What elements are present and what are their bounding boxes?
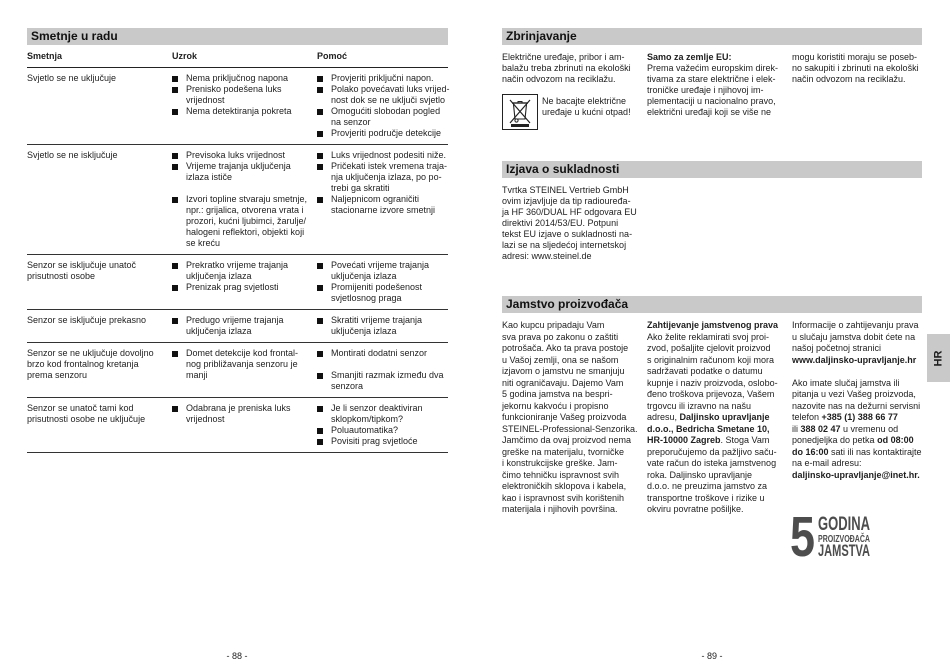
text-line: kupnje i naziv proizvoda, oslobo-	[647, 377, 778, 388]
text-run: . Stoga Vam	[720, 435, 770, 446]
text-line	[792, 447, 922, 459]
bullet-text	[331, 403, 448, 425]
text-line: Senzor se unatoč tami kod	[27, 403, 134, 413]
text-line: Naljepnicom ograničiti	[331, 194, 420, 204]
bullet-item	[317, 348, 448, 359]
text-line: prisutnosti osobe ne uključuje	[27, 414, 146, 424]
text-line: u slučaju jamstva dobit ćete na	[792, 331, 916, 342]
bullet-square-icon	[172, 285, 178, 291]
warranty-text-col2	[647, 320, 778, 516]
bullet-item	[317, 436, 448, 447]
text-line	[647, 424, 778, 436]
table-row	[27, 255, 448, 310]
text-line: Provjeriti priključni napon.	[331, 73, 434, 83]
bullet-text	[331, 150, 448, 161]
bullet-item	[317, 370, 448, 392]
text-line: transportne troškove i rizike u	[647, 492, 765, 503]
text-line: se kreću	[186, 238, 221, 248]
text-line: troničke uređaje i njihovoj im-	[647, 84, 764, 95]
problem-cell	[27, 315, 172, 337]
text-line: roka. Daljinsko upravljanje	[647, 469, 753, 480]
text-line: potrošača. Ako ta prava postoje	[502, 343, 629, 354]
text-line: vate račun do isteka jamstvenog	[647, 458, 777, 469]
bullet-text	[186, 150, 317, 161]
text-line: Svjetlo se ne uključuje	[27, 73, 117, 83]
text-line	[792, 470, 922, 482]
bold-text-run: od 08:00	[877, 435, 914, 446]
text-line: no sakupiti i zbrinuti na ekološki	[792, 62, 919, 73]
text-line: trgovcu ili izravno na našu	[647, 400, 752, 411]
remedy-cell	[317, 150, 448, 249]
text-line: Prenisko podešena luks	[186, 84, 282, 94]
text-line: i konstrukcijske greške. Jam-	[502, 458, 618, 469]
bold-text-run: 388 02 47	[800, 423, 841, 434]
text-line: Montirati dodatni senzor	[331, 348, 428, 358]
bullet-text	[331, 282, 448, 304]
problem-cell	[27, 260, 172, 304]
text-line: uključenja izlaza	[186, 326, 252, 336]
text-line: Pričekati istek vremena traja-	[331, 161, 448, 171]
remedy-cell	[317, 73, 448, 139]
bullet-item	[172, 315, 317, 337]
cause-cell	[172, 348, 317, 392]
text-line: način odvozom na reciklažu.	[502, 73, 616, 84]
bullet-item	[172, 348, 317, 381]
text-line: prema senzoru	[27, 370, 88, 380]
bullet-item	[172, 106, 317, 117]
text-line: sklopkom/tipkom?	[331, 414, 404, 424]
problem-cell	[27, 348, 172, 392]
text-line: sva prava po zakonu o zaštiti	[502, 331, 619, 342]
problem-cell	[27, 150, 172, 249]
bullet-text	[186, 84, 317, 106]
bullet-text	[186, 106, 317, 117]
bullet-square-icon	[317, 373, 323, 379]
text-line: ovim izjavljuje da tip radiouređa-	[502, 195, 631, 206]
bullet-square-icon	[172, 87, 178, 93]
text-line: balažu treba zbrinuti na ekološki	[502, 62, 631, 73]
bullet-text	[331, 73, 448, 84]
text-line: Senzor se isključuje prekasno	[27, 315, 147, 325]
text-line: našoj početnoj stranici	[792, 343, 882, 354]
text-line: nja uključenja izlaza, po po-	[331, 172, 442, 182]
bullet-text	[186, 348, 317, 381]
text-line: na senzor	[331, 117, 371, 127]
text-line: greške na materijalu, tvorničke	[502, 446, 625, 457]
text-line: Prenizak prag svjetlosti	[186, 282, 279, 292]
text-run: sati ili nas kontaktirajte	[828, 446, 922, 457]
remedy-cell	[317, 260, 448, 304]
disposal-text-col1	[502, 52, 631, 85]
text-line: Previsoka luks vrijednost	[186, 150, 286, 160]
text-line	[647, 435, 778, 447]
cause-cell	[172, 260, 317, 304]
text-line: Predugo vrijeme trajanja	[186, 315, 284, 325]
bullet-item	[172, 84, 317, 106]
bold-text-run: do 16:00	[792, 446, 829, 457]
text-line: lazi se na sljedećoj internetskoj	[502, 239, 627, 250]
bullet-square-icon	[317, 351, 323, 357]
text-line: Je li senzor deaktiviran	[331, 403, 423, 413]
bullet-item	[317, 282, 448, 304]
text-line: manji	[186, 370, 208, 380]
bullet-square-icon	[317, 439, 323, 445]
bullet-text	[186, 282, 317, 293]
text-line: plementaciji u nacionalno pravo,	[647, 95, 776, 106]
text-line: Prema važećim europskim direk-	[647, 62, 779, 73]
bullet-square-icon	[317, 76, 323, 82]
text-line: okviru povratne pošiljke.	[647, 504, 744, 515]
text-line	[792, 424, 922, 436]
text-line: tekst EU izjave o sukladnosti na-	[502, 228, 633, 239]
text-line: s originalnim računom koji mora	[647, 354, 775, 365]
disposal-text-col3	[792, 52, 919, 85]
text-line: Provjeriti područje detekcije	[331, 128, 442, 138]
bullet-square-icon	[172, 197, 178, 203]
text-line: Omogućiti slobodan pogled	[331, 106, 441, 116]
remedy-cell	[317, 403, 448, 447]
text-line: stacionarne izvore smetnji	[331, 205, 436, 215]
text-line: Senzor se isključuje unatoč	[27, 260, 137, 270]
bullet-text	[186, 315, 317, 337]
bullet-square-icon	[317, 131, 323, 137]
bold-text-run: Samo za zemlje EU:	[647, 51, 732, 62]
table-row	[27, 68, 448, 145]
bullet-text	[186, 260, 317, 282]
bullet-square-icon	[317, 406, 323, 412]
text-line: izlaza ističe	[186, 172, 233, 182]
text-line: u Vašoj zemlji, ona se našom	[502, 354, 619, 365]
text-line: sadržavati podatke o datumu	[647, 366, 763, 377]
section-title-troubleshooting: Smetnje u radu	[27, 28, 448, 45]
bullet-item	[172, 150, 317, 161]
bullet-square-icon	[172, 153, 178, 159]
bullet-square-icon	[172, 109, 178, 115]
bullet-item	[317, 260, 448, 282]
text-line: kao i ispravnost svih korištenih	[502, 492, 625, 503]
text-line: Prekratko vrijeme trajanja	[186, 260, 289, 270]
bullet-square-icon	[317, 164, 323, 170]
text-line: Ako imate slučaj jamstva ili	[792, 377, 900, 388]
text-line: prozori, kućni ljubimci, žarulje/	[186, 216, 307, 226]
bullet-square-icon	[317, 87, 323, 93]
text-line: jekornu kakvoću i propisno	[502, 400, 609, 411]
bullet-text	[331, 84, 448, 106]
bullet-text	[331, 128, 448, 139]
bullet-square-icon	[317, 285, 323, 291]
logo-line3: JAMSTVA	[818, 542, 871, 560]
language-tab-label: HR	[931, 350, 944, 366]
text-line: ja HF 360/DUAL HF odgovara EU	[502, 206, 637, 217]
bold-text-run: Daljinsko upravljanje	[679, 412, 770, 423]
bullet-square-icon	[317, 109, 323, 115]
bullet-item	[172, 403, 317, 425]
text-line: npr.: grijalica, otvorena vrata i	[186, 205, 304, 215]
problem-cell	[27, 73, 172, 139]
text-line: brzo kod frontalnog kretanja	[27, 359, 139, 369]
troubleshooting-table	[27, 51, 448, 453]
text-line: Izvori topline stvaraju smetnje,	[186, 194, 308, 204]
table-row	[27, 398, 448, 453]
bullet-item	[172, 282, 317, 293]
text-line: preporučujemo da pažljivo saču-	[647, 446, 777, 457]
text-line: 5 godina jamstva na bespri-	[502, 389, 613, 400]
bullet-item	[317, 403, 448, 425]
text-line: uređaje u kućni otpad!	[542, 106, 631, 117]
bold-text-run: +385 (1) 388 66 77	[821, 412, 898, 423]
bullet-item	[317, 150, 448, 161]
logo-line2: PROIZVOĐAČA	[818, 533, 896, 545]
bullet-item	[317, 315, 448, 337]
bullet-text	[331, 194, 448, 216]
text-line: funkcioniranje Vašeg proizvoda	[502, 412, 627, 423]
text-line: Odabrana je preniska luks	[186, 403, 291, 413]
text-line: Nema priključnog napona	[186, 73, 289, 83]
bullet-square-icon	[172, 318, 178, 324]
text-line: Električne uređaje, pribor i am-	[502, 51, 625, 62]
bullet-square-icon	[172, 164, 178, 170]
text-line: halogeni reflektori, objekti koji	[186, 227, 305, 237]
text-line: mogu koristiti moraju se poseb-	[792, 51, 918, 62]
text-line: direktivi 2014/53/EU. Potpuni	[502, 217, 619, 228]
text-line	[792, 412, 922, 424]
crossed-out-bin-icon	[502, 94, 538, 130]
column-header-remedy: Pomoć	[317, 51, 348, 61]
bold-text-run: www.daljinsko-upravljanje.hr	[792, 354, 917, 365]
text-line: Domet detekcije kod frontal-	[186, 348, 299, 358]
text-line: Jamčimo da ovaj proizvod nema	[502, 435, 632, 446]
warranty-text-col3-para2	[792, 378, 922, 482]
text-line: Ako želite reklamirati svoj proi-	[647, 331, 770, 342]
language-tab	[927, 334, 950, 382]
bullet-text	[331, 315, 448, 337]
declaration-text	[502, 185, 637, 262]
text-line: Polako povećavati luks vrijed-	[331, 84, 450, 94]
section-title-disposal: Zbrinjavanje	[502, 28, 922, 45]
text-line: Smanjiti razmak između dva	[331, 370, 444, 380]
bullet-text	[331, 348, 448, 359]
bold-text-run: Zahtijevanje jamstvenog prava	[647, 320, 779, 331]
warranty-logo	[788, 505, 896, 569]
cause-cell	[172, 150, 317, 249]
cause-cell	[172, 73, 317, 139]
bold-text-run: HR-10000 Zagreb	[647, 435, 721, 446]
text-run: adresu,	[647, 412, 680, 423]
text-line: adresi: www.steinel.de	[502, 250, 592, 261]
bullet-item	[172, 194, 317, 249]
text-line: vrijednost	[186, 95, 225, 105]
bullet-square-icon	[317, 197, 323, 203]
bullet-text	[186, 161, 317, 183]
page-number-right: - 89 -	[701, 651, 723, 661]
warranty-text-col3-para1	[792, 320, 919, 366]
text-run: u vremenu od	[840, 423, 899, 434]
table-header-row	[27, 51, 448, 68]
disposal-bin-note	[542, 96, 631, 118]
text-line: d.o.o. ne preuzima jamstvo za	[647, 481, 768, 492]
problem-cell	[27, 403, 172, 447]
remedy-cell	[317, 315, 448, 337]
bullet-item	[317, 161, 448, 194]
bullet-item	[172, 73, 317, 84]
bullet-item	[317, 73, 448, 84]
table-row	[27, 145, 448, 255]
bold-text-run: daljinsko-upravljanje@inet.hr.	[792, 469, 920, 480]
text-line	[647, 52, 778, 63]
text-line: Ne bacajte električne	[542, 95, 627, 106]
bullet-text	[331, 106, 448, 128]
text-line: pitanja u vezi Vašeg proizvoda,	[792, 389, 916, 400]
bullet-text	[331, 370, 448, 392]
text-line: materijala i njihovih površina.	[502, 504, 618, 515]
text-line: nog približavanja senzoru je	[186, 359, 298, 369]
bullet-square-icon	[317, 263, 323, 269]
text-line: Informacije o zahtijevanju prava	[792, 320, 919, 331]
table-row	[27, 310, 448, 343]
text-line	[792, 355, 919, 367]
page-number-left: - 88 -	[226, 651, 248, 661]
text-line	[647, 320, 778, 332]
bullet-text	[186, 73, 317, 84]
text-line: đeno troškova prijevoza, Vašem	[647, 389, 775, 400]
bullet-text	[186, 194, 317, 249]
text-line: Senzor se ne uključuje dovoljno	[27, 348, 154, 358]
text-line: STEINEL-Professional-Senzorika.	[502, 423, 638, 434]
text-run: ili	[792, 423, 801, 434]
bullet-square-icon	[172, 351, 178, 357]
text-line: uključenja izlaza	[331, 271, 397, 281]
cause-cell	[172, 403, 317, 447]
text-line: Promijeniti podešenost	[331, 282, 423, 292]
bullet-square-icon	[317, 318, 323, 324]
bullet-square-icon	[317, 153, 323, 159]
bullet-square-icon	[172, 76, 178, 82]
text-line: Luks vrijednost podesiti niže.	[331, 150, 447, 160]
text-line: vrijednost	[186, 414, 225, 424]
bullet-item	[317, 425, 448, 436]
bullet-text	[331, 436, 448, 447]
disposal-text-col2	[647, 52, 778, 118]
text-line: električni uređaji koji se više ne	[647, 106, 772, 117]
text-line: elektroničkih sklopova i kabela,	[502, 481, 627, 492]
text-line: nost dok se ne uključi svjetlo	[331, 95, 446, 105]
text-line: tivama za stare električne i elek-	[647, 73, 776, 84]
text-line: Nema detektiranja pokreta	[186, 106, 292, 116]
section-title-declaration: Izjava o sukladnosti	[502, 161, 922, 178]
bullet-item	[317, 106, 448, 128]
bold-text-run: d.o.o., Bedricha Smetane 10,	[647, 423, 770, 434]
text-line: čimo tehničku ispravnost svih	[502, 469, 620, 480]
text-line: Tvrtka STEINEL Vertrieb GmbH	[502, 184, 629, 195]
bullet-text	[331, 260, 448, 282]
warranty-text-col1	[502, 320, 638, 516]
bullet-item	[172, 161, 317, 183]
text-line: zvod, pošaljite cjelovit proizvod	[647, 343, 771, 354]
text-line: uključenja izlaza	[186, 271, 252, 281]
text-line: nazovite nas na dežurni servisni	[792, 400, 921, 411]
text-run: ponedjeljka do petka	[792, 435, 878, 446]
text-line: prisutnosti osobe	[27, 271, 96, 281]
bullet-text	[331, 425, 448, 436]
bullet-square-icon	[172, 406, 178, 412]
text-line: uključenja izlaza	[331, 326, 397, 336]
bullet-square-icon	[317, 428, 323, 434]
text-line: način odvozom na reciklažu.	[792, 73, 906, 84]
bullet-item	[317, 128, 448, 139]
text-line	[647, 412, 778, 424]
bullet-text	[186, 403, 317, 425]
bullet-square-icon	[172, 263, 178, 269]
section-title-warranty: Jamstvo proizvođača	[502, 296, 922, 313]
table-body	[27, 68, 448, 453]
text-line: Svjetlo se ne isključuje	[27, 150, 118, 160]
text-line: Skratiti vrijeme trajanja	[331, 315, 423, 325]
text-line: trebi ga skratiti	[331, 183, 390, 193]
text-line: Povećati vrijeme trajanja	[331, 260, 430, 270]
text-line: Kao kupcu pripadaju Vam	[502, 320, 605, 331]
text-line: na e-mail adresu:	[792, 458, 862, 469]
text-line: Povisiti prag svjetloće	[331, 436, 418, 446]
cause-cell	[172, 315, 317, 337]
bullet-item	[317, 84, 448, 106]
logo-line1: GODINA	[818, 514, 871, 535]
text-run: telefon	[792, 412, 822, 423]
text-line: svjetlosnog praga	[331, 293, 402, 303]
text-line: izjavom o jamstvu ne smanjuju	[502, 366, 625, 377]
text-line: Vrijeme trajanja uključenja	[186, 161, 291, 171]
table-row	[27, 343, 448, 398]
text-line: senzora	[331, 381, 364, 391]
bullet-item	[172, 260, 317, 282]
logo-number: 5	[790, 505, 815, 569]
bullet-text	[331, 161, 448, 194]
bullet-item	[317, 194, 448, 216]
remedy-cell	[317, 348, 448, 392]
text-line: niti ograničavaju. Dajemo Vam	[502, 377, 624, 388]
column-header-cause: Uzrok	[172, 51, 198, 61]
column-header-problem: Smetnja	[27, 51, 63, 61]
text-line	[792, 435, 922, 447]
text-line: Poluautomatika?	[331, 425, 399, 435]
